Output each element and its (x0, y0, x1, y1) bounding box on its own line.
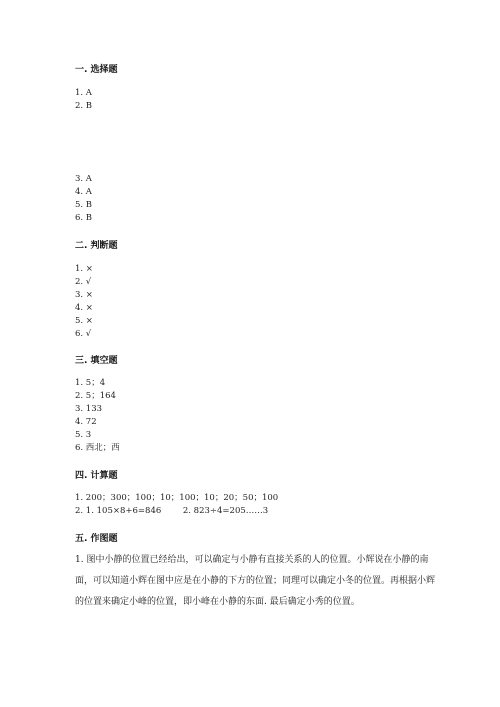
answer-line: 3. A (75, 174, 92, 184)
section-title-judgement: 二. 判断题 (75, 241, 118, 251)
answer-line: 2. √ (75, 277, 92, 287)
answer-line: 6. B (75, 213, 93, 223)
answer-line: 4. A (75, 187, 92, 197)
answer-line: 1. 200；300；100；10；100；10；20；50；100 (75, 493, 279, 503)
section-title-fill-blank: 三. 填空题 (75, 356, 118, 366)
answer-line: 1. 5；4 (75, 378, 106, 388)
section-title-choice: 一. 选择题 (75, 65, 118, 75)
section-title-calculation: 四. 计算题 (75, 471, 118, 481)
answer-line: 5. 3 (75, 430, 92, 440)
answer-line: 6. 西北；西 (75, 443, 120, 453)
answer-line: 5. B (75, 200, 93, 210)
answer-line: 3. 133 (75, 404, 103, 414)
answer-line: 2. B (75, 101, 93, 111)
answer-line: 2. 1. 105×8+6=846 2. 823÷4=205……3 (75, 506, 269, 516)
section-title-drawing: 五. 作图题 (75, 534, 118, 544)
answer-line: 2. 5；164 (75, 391, 116, 401)
answer-line: 4. 72 (75, 417, 97, 427)
answer-line: 4. × (75, 303, 93, 313)
answer-line: 6. √ (75, 329, 92, 339)
answer-line: 1. × (75, 264, 93, 274)
drawing-answer-paragraph: 1. 图中小静的位置已经给出，可以确定与小静有直接关系的人的位置。小辉说在小静的南面，可以知道小辉在图中应是在小静的下方的位置；同理可以确定小冬的位置。再根据小辉的位置来确定小峰的位置，即小峰在小静的东面. 最后确定小秀的位置。 (75, 555, 436, 607)
answer-line: 3. × (75, 290, 93, 300)
answer-line: 5. × (75, 316, 93, 326)
answer-line: 1. A (75, 88, 92, 98)
